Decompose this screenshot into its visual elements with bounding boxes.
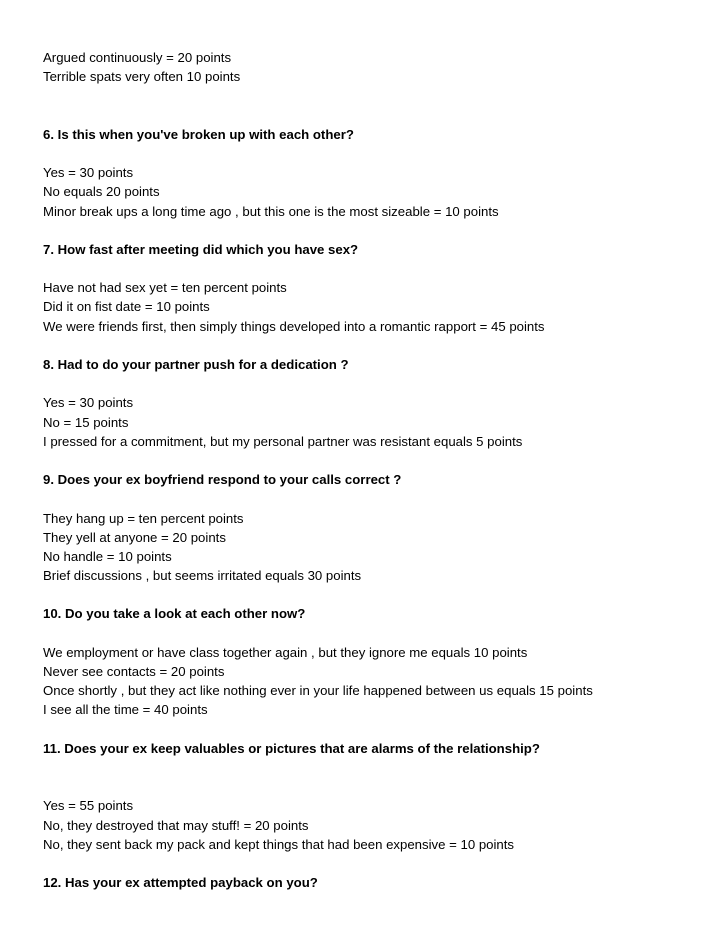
answer-line: Did it on fist date = 10 points [43, 299, 210, 315]
answer-line: No, they destroyed that may stuff! = 20 points [43, 817, 309, 833]
answer-line: Have not had sex yet = ten percent points [43, 280, 287, 296]
answer-line: I pressed for a commitment, but my personal partner was resistant equals 5 points [43, 433, 523, 449]
document-page [43, 48, 723, 892]
question-heading: 10. Do you take a look at each other now? [43, 606, 306, 622]
answer-line: Minor break ups a long time ago , but this one is the most sizeable = 10 points [43, 203, 499, 219]
answer-line: No, they sent back my pack and kept things that had been expensive = 10 points [43, 836, 515, 852]
question-heading: 7. How fast after meeting did which you have sex? [43, 241, 359, 257]
answer-line: They yell at anyone = 20 points [43, 529, 226, 545]
answer-line: We employment or have class together again , but they ignore me equals 10 points [43, 644, 528, 660]
question-heading: 6. Is this when you've broken up with each other? [43, 126, 354, 142]
answer-line: No equals 20 points [43, 184, 160, 200]
answer-line: Yes = 30 points [43, 395, 134, 411]
intro-line: Terrible spats very often 10 points [43, 69, 241, 85]
question-heading: 11. Does your ex keep valuables or pictures that are alarms of the relationship? [43, 740, 540, 756]
answer-line: Brief discussions , but seems irritated equals 30 points [43, 568, 362, 584]
answer-line: Yes = 55 points [43, 798, 134, 814]
question-heading: 12. Has your ex attempted payback on you? [43, 875, 318, 891]
answer-line: No = 15 points [43, 414, 129, 430]
answer-line: We were friends first, then simply things developed into a romantic rapport = 45 points [43, 318, 545, 334]
answer-line: Yes = 30 points [43, 165, 134, 181]
question-heading: 9. Does your ex boyfriend respond to your calls correct ? [43, 472, 402, 488]
question-heading: 8. Had to do your partner push for a dedication ? [43, 357, 349, 372]
answer-line: No handle = 10 points [43, 548, 172, 564]
answer-line: Never see contacts = 20 points [43, 664, 225, 679]
answer-line: Once shortly , but they act like nothing ever in your life happened between us equals 15 points [43, 683, 593, 699]
intro-line: Argued continuously = 20 points [43, 50, 232, 65]
answer-line: They hang up = ten percent points [43, 510, 244, 526]
answer-line: I see all the time = 40 points [43, 702, 208, 718]
